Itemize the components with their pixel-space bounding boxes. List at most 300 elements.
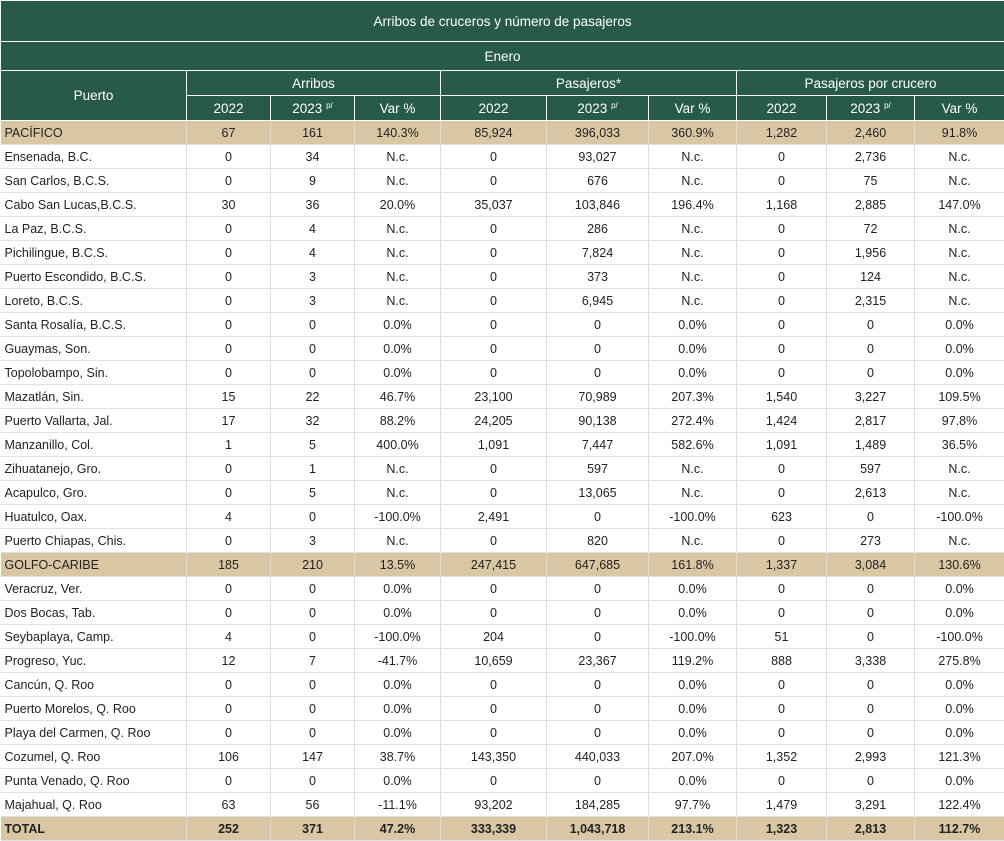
table-row: [1, 241, 1004, 265]
value-cell: 0: [547, 313, 649, 337]
value-cell: N.c.: [649, 169, 737, 193]
port-name-cell: Veracruz, Ver.: [1, 577, 187, 601]
value-cell: 0: [827, 337, 915, 361]
value-cell: 0: [271, 577, 355, 601]
table-row: [1, 745, 1004, 769]
value-cell: 1,352: [737, 745, 827, 769]
value-cell: 0: [547, 361, 649, 385]
value-cell: 0: [737, 169, 827, 193]
value-cell: 0: [737, 673, 827, 697]
port-name-cell: Seybaplaya, Camp.: [1, 625, 187, 649]
value-cell: 147.0%: [915, 193, 1004, 217]
value-cell: -100.0%: [355, 625, 441, 649]
year-2023-header: 2023 $^{p/}$: [827, 96, 915, 121]
value-cell: 0: [737, 241, 827, 265]
value-cell: 0.0%: [915, 769, 1004, 793]
value-cell: 0: [441, 169, 547, 193]
value-cell: N.c.: [355, 457, 441, 481]
region-row: [1, 121, 1004, 145]
value-cell: 0.0%: [355, 361, 441, 385]
value-cell: 582.6%: [649, 433, 737, 457]
value-cell: 373: [547, 265, 649, 289]
value-cell: 121.3%: [915, 745, 1004, 769]
value-cell: 0: [827, 769, 915, 793]
value-cell: 72: [827, 217, 915, 241]
table-row: [1, 169, 1004, 193]
value-cell: 13.5%: [355, 553, 441, 577]
value-cell: 140.3%: [355, 121, 441, 145]
value-cell: 1,323: [737, 817, 827, 841]
value-cell: 0: [547, 721, 649, 745]
group-header-pasajeros-por-crucero: Pasajeros por crucero: [737, 71, 1004, 96]
table-row: [1, 529, 1004, 553]
table-row: [1, 505, 1004, 529]
value-cell: 400.0%: [355, 433, 441, 457]
value-cell: 0.0%: [915, 361, 1004, 385]
table-row: [1, 361, 1004, 385]
value-cell: 0: [827, 625, 915, 649]
value-cell: 0: [187, 697, 271, 721]
value-cell: N.c.: [355, 241, 441, 265]
value-cell: 70,989: [547, 385, 649, 409]
value-cell: 9: [271, 169, 355, 193]
value-cell: 1,043,718: [547, 817, 649, 841]
value-cell: 0.0%: [649, 673, 737, 697]
port-name-cell: Ensenada, B.C.: [1, 145, 187, 169]
value-cell: 0.0%: [915, 577, 1004, 601]
value-cell: 0: [441, 529, 547, 553]
value-cell: 0: [187, 241, 271, 265]
port-name-cell: Cozumel, Q. Roo: [1, 745, 187, 769]
value-cell: 93,027: [547, 145, 649, 169]
value-cell: 0: [737, 313, 827, 337]
port-name-cell: Santa Rosalía, B.C.S.: [1, 313, 187, 337]
value-cell: 51: [737, 625, 827, 649]
value-cell: 24,205: [441, 409, 547, 433]
value-cell: 119.2%: [649, 649, 737, 673]
value-cell: 1: [271, 457, 355, 481]
value-cell: 0.0%: [355, 673, 441, 697]
value-cell: 333,339: [441, 817, 547, 841]
value-cell: 0: [441, 721, 547, 745]
port-name-cell: Pichilingue, B.C.S.: [1, 241, 187, 265]
value-cell: 2,613: [827, 481, 915, 505]
value-cell: N.c.: [649, 241, 737, 265]
value-cell: 0: [441, 265, 547, 289]
value-cell: 0: [271, 673, 355, 697]
value-cell: 1,956: [827, 241, 915, 265]
table-body: [1, 121, 1004, 841]
table-row: [1, 673, 1004, 697]
value-cell: 161.8%: [649, 553, 737, 577]
value-cell: 2,736: [827, 145, 915, 169]
value-cell: 0.0%: [355, 697, 441, 721]
value-cell: N.c.: [649, 529, 737, 553]
value-cell: 0: [187, 481, 271, 505]
value-cell: 0: [547, 505, 649, 529]
value-cell: 0: [737, 145, 827, 169]
value-cell: 0: [187, 337, 271, 361]
value-cell: 0: [737, 289, 827, 313]
value-cell: 1,540: [737, 385, 827, 409]
value-cell: 0: [737, 697, 827, 721]
value-cell: 0.0%: [649, 337, 737, 361]
value-cell: 0: [271, 769, 355, 793]
table-row: [1, 193, 1004, 217]
value-cell: -100.0%: [649, 505, 737, 529]
value-cell: 360.9%: [649, 121, 737, 145]
table-row: [1, 337, 1004, 361]
value-cell: 38.7%: [355, 745, 441, 769]
value-cell: N.c.: [355, 289, 441, 313]
value-cell: 93,202: [441, 793, 547, 817]
port-name-cell: Huatulco, Oax.: [1, 505, 187, 529]
table-row: [1, 385, 1004, 409]
value-cell: 4: [187, 625, 271, 649]
table-row: [1, 697, 1004, 721]
value-cell: 0: [441, 217, 547, 241]
port-name-cell: San Carlos, B.C.S.: [1, 169, 187, 193]
value-cell: 0: [737, 769, 827, 793]
value-cell: N.c.: [915, 145, 1004, 169]
port-name-cell: Mazatlán, Sin.: [1, 385, 187, 409]
value-cell: 0: [827, 673, 915, 697]
table-row: [1, 145, 1004, 169]
table-row: [1, 481, 1004, 505]
value-cell: 0: [547, 697, 649, 721]
value-cell: 0: [737, 361, 827, 385]
value-cell: 35,037: [441, 193, 547, 217]
value-cell: 75: [827, 169, 915, 193]
year-2022-header: 2022: [187, 96, 271, 121]
value-cell: 10,659: [441, 649, 547, 673]
port-name-cell: Loreto, B.C.S.: [1, 289, 187, 313]
value-cell: 147: [271, 745, 355, 769]
value-cell: 1,489: [827, 433, 915, 457]
value-cell: 0: [547, 337, 649, 361]
value-cell: 4: [187, 505, 271, 529]
value-cell: 0: [441, 769, 547, 793]
port-name-cell: Cancún, Q. Roo: [1, 673, 187, 697]
port-name-cell: Dos Bocas, Tab.: [1, 601, 187, 625]
table-header: [1, 1, 1004, 121]
value-cell: 3,227: [827, 385, 915, 409]
value-cell: 0.0%: [649, 577, 737, 601]
value-cell: 0: [187, 721, 271, 745]
value-cell: N.c.: [649, 481, 737, 505]
value-cell: N.c.: [915, 529, 1004, 553]
value-cell: 0: [187, 265, 271, 289]
value-cell: 3,338: [827, 649, 915, 673]
value-cell: 623: [737, 505, 827, 529]
value-cell: 0: [737, 721, 827, 745]
value-cell: 6,945: [547, 289, 649, 313]
value-cell: 0: [827, 721, 915, 745]
value-cell: 124: [827, 265, 915, 289]
total-row: [1, 817, 1004, 841]
value-cell: 1,479: [737, 793, 827, 817]
port-name-cell: Puerto Chiapas, Chis.: [1, 529, 187, 553]
value-cell: -100.0%: [915, 505, 1004, 529]
port-name-cell: La Paz, B.C.S.: [1, 217, 187, 241]
value-cell: 7,824: [547, 241, 649, 265]
port-name-cell: GOLFO-CARIBE: [1, 553, 187, 577]
value-cell: 0.0%: [649, 721, 737, 745]
value-cell: 88.2%: [355, 409, 441, 433]
port-name-cell: Progreso, Yuc.: [1, 649, 187, 673]
value-cell: 0.0%: [649, 769, 737, 793]
value-cell: 7,447: [547, 433, 649, 457]
value-cell: 0.0%: [355, 313, 441, 337]
value-cell: 1,282: [737, 121, 827, 145]
value-cell: 12: [187, 649, 271, 673]
port-name-cell: Playa del Carmen, Q. Roo: [1, 721, 187, 745]
value-cell: 0: [547, 769, 649, 793]
port-name-cell: Topolobampo, Sin.: [1, 361, 187, 385]
value-cell: N.c.: [915, 241, 1004, 265]
value-cell: N.c.: [915, 217, 1004, 241]
value-cell: N.c.: [355, 145, 441, 169]
value-cell: 63: [187, 793, 271, 817]
port-name-cell: PACÍFICO: [1, 121, 187, 145]
value-cell: 0.0%: [355, 337, 441, 361]
value-cell: 0: [441, 313, 547, 337]
value-cell: N.c.: [915, 289, 1004, 313]
value-cell: 213.1%: [649, 817, 737, 841]
value-cell: 3: [271, 529, 355, 553]
value-cell: 0: [547, 625, 649, 649]
value-cell: 0: [737, 577, 827, 601]
group-header-pasajeros: Pasajeros*: [441, 71, 737, 96]
value-cell: N.c.: [649, 265, 737, 289]
value-cell: 252: [187, 817, 271, 841]
value-cell: 23,367: [547, 649, 649, 673]
value-cell: 32: [271, 409, 355, 433]
year-2022-header: 2022: [737, 96, 827, 121]
value-cell: 0.0%: [355, 601, 441, 625]
value-cell: N.c.: [915, 169, 1004, 193]
value-cell: 0: [187, 673, 271, 697]
port-name-cell: Manzanillo, Col.: [1, 433, 187, 457]
value-cell: 185: [187, 553, 271, 577]
value-cell: 85,924: [441, 121, 547, 145]
value-cell: 1,091: [737, 433, 827, 457]
value-cell: 0: [271, 361, 355, 385]
value-cell: 0: [187, 217, 271, 241]
year-2023-header: 2023 $^{p/}$: [271, 96, 355, 121]
var-header: Var %: [649, 96, 737, 121]
port-name-cell: Puerto Escondido, B.C.S.: [1, 265, 187, 289]
value-cell: 0: [441, 481, 547, 505]
value-cell: 440,033: [547, 745, 649, 769]
value-cell: 0: [441, 361, 547, 385]
value-cell: 0: [187, 361, 271, 385]
value-cell: -100.0%: [355, 505, 441, 529]
value-cell: 0: [271, 505, 355, 529]
value-cell: 1,424: [737, 409, 827, 433]
value-cell: 0.0%: [355, 769, 441, 793]
value-cell: -11.1%: [355, 793, 441, 817]
table-row: [1, 625, 1004, 649]
table-row: [1, 457, 1004, 481]
value-cell: 17: [187, 409, 271, 433]
value-cell: 0: [441, 673, 547, 697]
value-cell: 0: [271, 625, 355, 649]
region-row: [1, 553, 1004, 577]
value-cell: 30: [187, 193, 271, 217]
value-cell: N.c.: [915, 481, 1004, 505]
value-cell: 0: [187, 457, 271, 481]
port-name-cell: Puerto Vallarta, Jal.: [1, 409, 187, 433]
value-cell: N.c.: [355, 169, 441, 193]
value-cell: 207.3%: [649, 385, 737, 409]
value-cell: 0: [187, 169, 271, 193]
value-cell: 0: [547, 673, 649, 697]
value-cell: 161: [271, 121, 355, 145]
value-cell: 0: [827, 697, 915, 721]
value-cell: 0.0%: [649, 361, 737, 385]
value-cell: 47.2%: [355, 817, 441, 841]
value-cell: 5: [271, 481, 355, 505]
port-name-cell: Zihuatanejo, Gro.: [1, 457, 187, 481]
port-name-cell: Majahual, Q. Roo: [1, 793, 187, 817]
value-cell: 2,817: [827, 409, 915, 433]
value-cell: 888: [737, 649, 827, 673]
value-cell: N.c.: [649, 289, 737, 313]
value-cell: 0: [827, 505, 915, 529]
value-cell: 3,084: [827, 553, 915, 577]
table-row: [1, 409, 1004, 433]
table-title: Arribos de cruceros y número de pasajeros: [1, 1, 1004, 42]
table-row: [1, 721, 1004, 745]
value-cell: 210: [271, 553, 355, 577]
value-cell: 0: [547, 601, 649, 625]
value-cell: 0.0%: [649, 601, 737, 625]
value-cell: 396,033: [547, 121, 649, 145]
group-header-arribos: Arribos: [187, 71, 441, 96]
value-cell: -100.0%: [649, 625, 737, 649]
value-cell: 0: [271, 337, 355, 361]
value-cell: 122.4%: [915, 793, 1004, 817]
value-cell: N.c.: [649, 457, 737, 481]
value-cell: 1,337: [737, 553, 827, 577]
value-cell: -100.0%: [915, 625, 1004, 649]
value-cell: N.c.: [355, 217, 441, 241]
value-cell: 3,291: [827, 793, 915, 817]
month-label: Enero: [1, 42, 1004, 71]
value-cell: 204: [441, 625, 547, 649]
value-cell: 0: [441, 457, 547, 481]
value-cell: 97.7%: [649, 793, 737, 817]
value-cell: 0.0%: [355, 577, 441, 601]
value-cell: 0: [441, 241, 547, 265]
port-name-cell: TOTAL: [1, 817, 187, 841]
value-cell: 597: [827, 457, 915, 481]
value-cell: N.c.: [355, 529, 441, 553]
value-cell: 2,813: [827, 817, 915, 841]
value-cell: 272.4%: [649, 409, 737, 433]
value-cell: 0.0%: [649, 313, 737, 337]
value-cell: 196.4%: [649, 193, 737, 217]
value-cell: 184,285: [547, 793, 649, 817]
value-cell: 0: [441, 601, 547, 625]
table-row: [1, 265, 1004, 289]
value-cell: 0: [187, 769, 271, 793]
value-cell: 0: [441, 289, 547, 313]
value-cell: 275.8%: [915, 649, 1004, 673]
value-cell: 0: [737, 337, 827, 361]
value-cell: 0.0%: [355, 721, 441, 745]
value-cell: 13,065: [547, 481, 649, 505]
value-cell: 0: [187, 577, 271, 601]
table-row: [1, 601, 1004, 625]
value-cell: 3: [271, 289, 355, 313]
value-cell: 207.0%: [649, 745, 737, 769]
value-cell: 597: [547, 457, 649, 481]
value-cell: 91.8%: [915, 121, 1004, 145]
value-cell: N.c.: [915, 265, 1004, 289]
value-cell: 0: [827, 577, 915, 601]
value-cell: 247,415: [441, 553, 547, 577]
table-row: [1, 289, 1004, 313]
value-cell: 0.0%: [649, 697, 737, 721]
value-cell: N.c.: [355, 265, 441, 289]
value-cell: 22: [271, 385, 355, 409]
value-cell: 109.5%: [915, 385, 1004, 409]
value-cell: 2,315: [827, 289, 915, 313]
value-cell: 0: [271, 601, 355, 625]
value-cell: 0: [441, 337, 547, 361]
value-cell: 36.5%: [915, 433, 1004, 457]
value-cell: 103,846: [547, 193, 649, 217]
value-cell: 2,460: [827, 121, 915, 145]
value-cell: 23,100: [441, 385, 547, 409]
value-cell: 0: [737, 529, 827, 553]
value-cell: 1,091: [441, 433, 547, 457]
var-header: Var %: [355, 96, 441, 121]
value-cell: 676: [547, 169, 649, 193]
value-cell: 0: [547, 577, 649, 601]
value-cell: 36: [271, 193, 355, 217]
value-cell: 0: [737, 457, 827, 481]
table-row: [1, 649, 1004, 673]
value-cell: 0: [737, 217, 827, 241]
value-cell: 0: [737, 265, 827, 289]
value-cell: 0: [441, 577, 547, 601]
value-cell: 0: [271, 313, 355, 337]
table-row: [1, 577, 1004, 601]
value-cell: 0.0%: [915, 337, 1004, 361]
value-cell: 0: [271, 721, 355, 745]
value-cell: 20.0%: [355, 193, 441, 217]
value-cell: 0: [187, 145, 271, 169]
value-cell: 15: [187, 385, 271, 409]
value-cell: 0: [187, 289, 271, 313]
value-cell: 67: [187, 121, 271, 145]
value-cell: 112.7%: [915, 817, 1004, 841]
value-cell: 34: [271, 145, 355, 169]
value-cell: 130.6%: [915, 553, 1004, 577]
port-name-cell: Cabo San Lucas,B.C.S.: [1, 193, 187, 217]
value-cell: 143,350: [441, 745, 547, 769]
value-cell: 1: [187, 433, 271, 457]
port-name-cell: Guaymas, Son.: [1, 337, 187, 361]
value-cell: 0: [827, 313, 915, 337]
value-cell: 286: [547, 217, 649, 241]
table-row: [1, 217, 1004, 241]
value-cell: 371: [271, 817, 355, 841]
value-cell: 3: [271, 265, 355, 289]
